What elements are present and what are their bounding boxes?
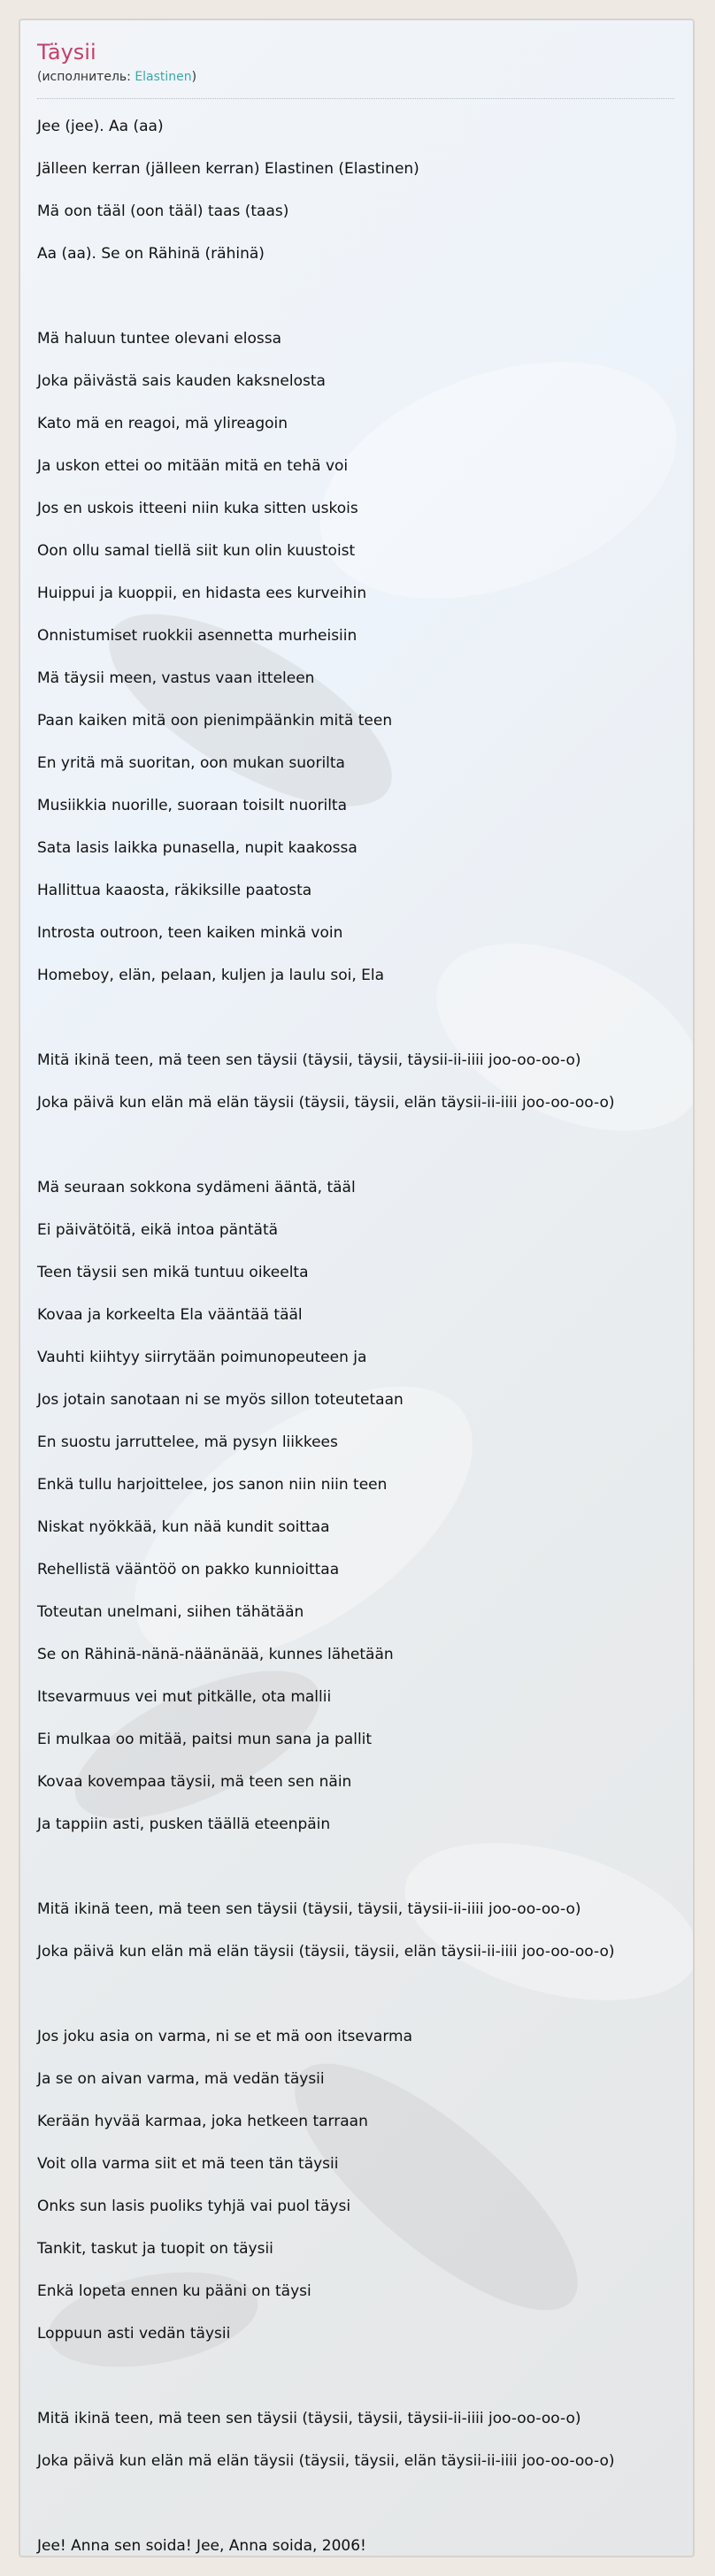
lyric-line: Onnistumiset ruokkii asennetta murheisiin (37, 627, 358, 645)
artist-link[interactable]: Elastinen (135, 70, 192, 84)
lyric-line: Joka päivä kun elän mä elän täysii (täysii, täysii, elän täysii-ii-iiii joo-oo-oo-o) (37, 1094, 615, 1112)
lyric-line: Musiikkia nuorille, suoraan toisilt nuorilta (37, 797, 348, 814)
artist-line (37, 68, 196, 86)
lyric-line: Paan kaiken mitä oon pienimpäänkin mitä teen (37, 712, 393, 730)
lyric-line: Huippui ja kuoppii, en hidasta ees kurveihin (37, 585, 367, 602)
lyric-line: En suostu jarruttelee, mä pysyn liikkees (37, 1433, 338, 1451)
lyric-line: Ja uskon ettei oo mitään mitä en tehä voi (37, 457, 349, 475)
stanza-gap (37, 1973, 694, 2015)
lyric-line: Vauhti kiihtyy siirrytään poimunopeuteen ja (37, 1349, 367, 1366)
lyric-line: Enkä lopeta ennen ku pääni on täysi (37, 2282, 311, 2300)
lyric-line: Tankit, taskut ja tuopit on täysii (37, 2240, 273, 2258)
lyric-line: Voit olla varma siit et mä teen tän täysii (37, 2155, 339, 2173)
song-title: Täysii (37, 40, 96, 65)
lyric-line: Itsevarmuus vei mut pitkälle, ota mallii (37, 1688, 332, 1706)
lyric-line: Rehellistä vääntöö on pakko kunnioittaa (37, 1561, 340, 1578)
song-header (37, 38, 674, 99)
lyric-line: Jos joku asia on varma, ni se et mä oon itsevarma (37, 2028, 413, 2045)
lyric-line: Homeboy, elän, pelaan, kuljen ja laulu soi, Ela (37, 967, 385, 984)
lyric-line: Niskat nyökkää, kun nää kundit soittaa (37, 1518, 330, 1536)
lyric-line: Ei mulkaa oo mitää, paitsi mun sana ja pallit (37, 1731, 373, 1748)
lyric-line: Joka päivästä sais kauden kaksnelosta (37, 372, 326, 390)
lyric-line: Onks sun lasis puoliks tyhjä vai puol täysi (37, 2198, 351, 2215)
lyric-line: Se on Rähinä-nänä-näänänää, kunnes lähetään (37, 1646, 394, 1663)
lyric-line: Kovaa ja korkeelta Ela vääntää tääl (37, 1306, 303, 1324)
lyric-line: Introsta outroon, teen kaiken minkä voin (37, 924, 343, 942)
lyric-line: Mä haluun tuntee olevani elossa (37, 330, 282, 348)
lyric-line: Joka päivä kun elän mä elän täysii (täysii, täysii, elän täysii-ii-iiii joo-oo-oo-o) (37, 1943, 615, 1961)
lyric-line: Jos en uskois itteeni niin kuka sitten uskois (37, 500, 358, 517)
lyric-line: Jälleen kerran (jälleen kerran) Elastinen (Elastinen) (37, 160, 419, 178)
lyrics-body (37, 105, 694, 2557)
lyric-line: En yritä mä suoritan, oon mukan suorilta (37, 754, 345, 772)
stanza-gap (37, 997, 694, 1039)
lyric-line: Loppuun asti vedän täysii (37, 2325, 231, 2343)
lyric-line: Kerään hyvää karmaa, joka hetkeen tarraan (37, 2113, 368, 2130)
artist-prefix: (исполнитель: (37, 70, 135, 84)
stanza-gap (37, 2482, 694, 2525)
lyric-line: Hallittua kaaosta, räkiksille paatosta (37, 882, 312, 899)
lyric-line: Aa (aa). Se on Rähinä (rähinä) (37, 245, 265, 263)
stanza-gap (37, 1846, 694, 1888)
lyric-line: Jee! Anna sen soida! Jee, Anna soida, 2006! (37, 2537, 366, 2555)
lyric-line: Jos jotain sanotaan ni se myös sillon toteutetaan (37, 1391, 404, 1409)
lyric-line: Mä oon tääl (oon tääl) taas (taas) (37, 203, 289, 220)
lyric-line: Mä täysii meen, vastus vaan itteleen (37, 669, 315, 687)
lyric-line: Mä seuraan sokkona sydämeni ääntä, tääl (37, 1179, 356, 1196)
lyric-line: Ja se on aivan varma, mä vedän täysii (37, 2070, 325, 2088)
stanza-gap (37, 275, 694, 317)
stanza-gap (37, 1124, 694, 1166)
lyric-line: Mitä ikinä teen, mä teen sen täysii (täysii, täysii, täysii-ii-iiii joo-oo-oo-o) (37, 1900, 581, 1918)
lyric-line: Joka päivä kun elän mä elän täysii (täysii, täysii, elän täysii-ii-iiii joo-oo-oo-o) (37, 2452, 615, 2470)
lyric-line: Kato mä en reagoi, mä ylireagoin (37, 415, 288, 432)
lyric-line: Ja tappiin asti, pusken täällä eteenpäin (37, 1815, 331, 1833)
lyric-line: Kovaa kovempaa täysii, mä teen sen näin (37, 1773, 352, 1791)
stanza-gap (37, 2355, 694, 2397)
lyric-line: Sata lasis laikka punasella, nupit kaakossa (37, 839, 358, 857)
lyric-line: Ei päivätöitä, eikä intoa päntätä (37, 1221, 279, 1239)
lyric-line: Mitä ikinä teen, mä teen sen täysii (täysii, täysii, täysii-ii-iiii joo-oo-oo-o) (37, 1051, 581, 1069)
lyric-line: Oon ollu samal tiellä siit kun olin kuustoist (37, 542, 356, 560)
lyric-line: Enkä tullu harjoittelee, jos sanon niin niin teen (37, 1476, 388, 1494)
lyric-line: Jee (jee). Aa (aa) (37, 118, 164, 135)
lyrics-panel (19, 19, 695, 2557)
lyric-line: Mitä ikinä teen, mä teen sen täysii (täysii, täysii, täysii-ii-iiii joo-oo-oo-o) (37, 2410, 581, 2427)
artist-suffix: ) (191, 70, 197, 84)
lyric-line: Teen täysii sen mikä tuntuu oikeelta (37, 1264, 309, 1281)
lyric-line: Toteutan unelmani, siihen tähätään (37, 1603, 304, 1621)
